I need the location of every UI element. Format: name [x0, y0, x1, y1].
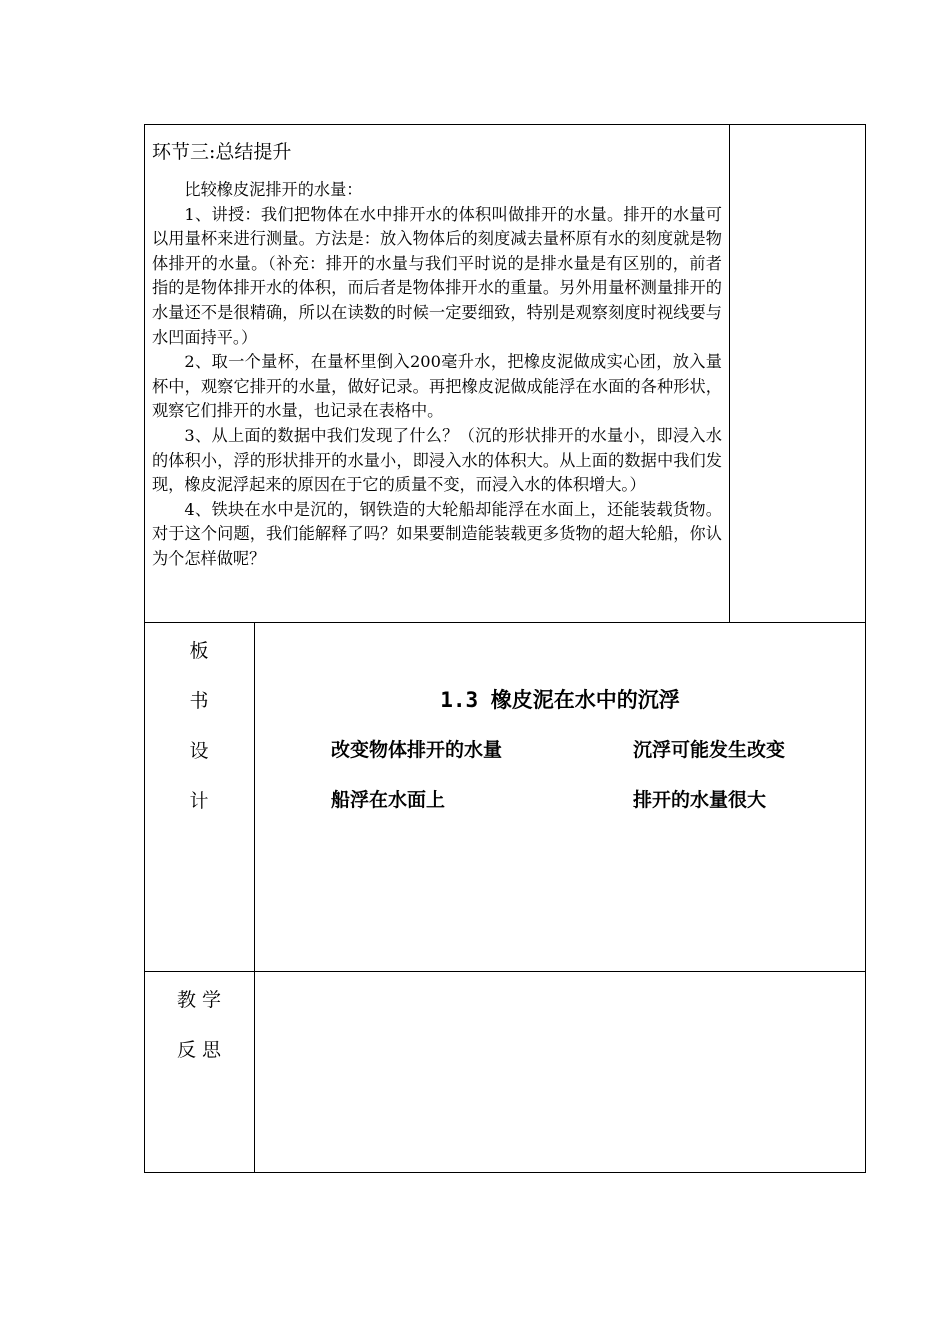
board-label-char-3: 设 [189, 740, 209, 762]
board-item-3: 船浮在水面上 [331, 789, 446, 811]
paragraph-3: 3、从上面的数据中我们发现了什么？（沉的形状排开的水量小，即浸入水的体积小，浮的形状排开的水量小，即浸入水的体积大。从上面的数据中我们发现，橡皮泥浮起来的原因在于它的质量不变，而浸入水的体积增大。） [152, 425, 722, 495]
paragraph-1: 1、讲授：我们把物体在水中排开水的体积叫做排开的水量。排开的水量可以用量杯来进行测量。方法是：放入物体后的刻度减去量杯原有水的刻度就是物体排开的水量。（补充：排开的水量与我们平时说的是排水量是有区别的，前者指的是物体排开水的体积，而后者是物体排开水的重量。另外用量杯测量排开的水量还不是很精确，所以在读数的时候一定要细致，特别是观察刻度时视线要与水凹面持平。） [152, 204, 722, 347]
reflection-label-line-2: 反 思 [176, 1039, 222, 1061]
board-title: 1.3 橡皮泥在水中的沉浮 [440, 688, 680, 712]
board-label-char-1: 板 [189, 640, 209, 662]
row-divider-1 [144, 622, 866, 623]
top-column-divider [729, 124, 730, 623]
paragraph-2: 2、取一个量杯，在量杯里倒入200毫升水，把橡皮泥做成实心团，放入量杯中，观察它排开的水量，做好记录。再把橡皮泥做成能浮在水面的各种形状，观察它们排开的水量，也记录在表格中。 [152, 352, 722, 421]
board-item-1: 改变物体排开的水量 [331, 739, 503, 761]
section-body [152, 178, 722, 572]
paragraph-4: 4、铁块在水中是沉的，钢铁造的大轮船却能浮在水面上，还能装载货物。对于这个问题，我们能解释了吗？如果要制造能装载更多货物的超大轮船，你认为个怎样做呢？ [152, 499, 722, 568]
section-title: 环节三:总结提升 [152, 141, 292, 163]
row-divider-2 [144, 971, 866, 972]
reflection-label-line-1: 教 学 [176, 989, 222, 1011]
board-label-char-4: 计 [189, 790, 209, 812]
board-item-2: 沉浮可能发生改变 [633, 739, 786, 761]
board-label-char-2: 书 [189, 690, 209, 712]
board-item-4: 排开的水量很大 [633, 789, 767, 811]
paragraph-intro: 比较橡皮泥排开的水量： [184, 180, 363, 199]
label-column-divider [254, 622, 255, 1173]
